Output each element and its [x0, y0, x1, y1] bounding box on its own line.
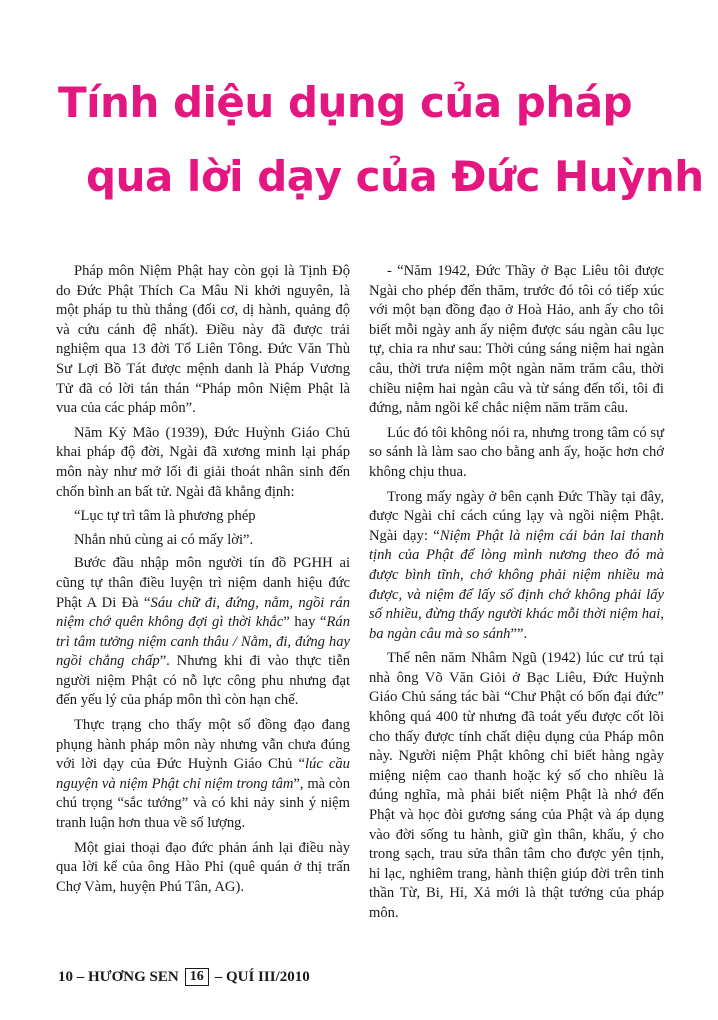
body-paragraph — [56, 424, 350, 502]
text-run: Lúc đó tôi không nói ra, nhưng trong tâm có sự so sánh là làm sao cho bằng anh ấy, hoặc hơn chớ không chịu thua. — [369, 424, 664, 480]
text-run: Bước đầu nhập môn người tín đồ PGHH ai cũng tự thân điều luyện trì niệm danh hiệu đức Phật A Di Đà “ — [56, 555, 350, 611]
text-run: “Lục tự trì tâm là phương phép — [74, 508, 256, 525]
body-paragraph — [369, 424, 664, 483]
text-run: ””. — [510, 625, 528, 642]
body-paragraph — [56, 554, 350, 711]
text-run: Thế nên năm Nhâm Ngũ (1942) lúc cư trú tại nhà ông Võ Văn Giỏi ở Bạc Liêu, Đức Huỳnh Giáo Chủ sáng tác bài “Chư Phật có bốn đại đức” không quá 400 từ nhưng đã toát yếu được cốt lõi cho thấy được tính chất diệu dụng của Pháp môn này. Người niệm Phật không chỉ biết hàng ngày miệng niệm cao thanh hoặc ký số cho nhiều là đúng nghĩa, mà phải biết niệm Phật là nhớ đến Phật và học đòi gương sáng của Phật và áp dụng vào đời sống tu hành, giữ gìn thân, khẩu, ý cho trong sạch, trau sửa thân tâm cho được yên tịnh, hỉ lạc, nghiêm trang, hành thiện giúp đời trên tinh thần Từ, Bi, Hỉ, Xả mới là thật tướng của pháp môn. — [369, 650, 664, 921]
text-run: ” hay “ — [283, 614, 327, 631]
body-paragraph — [56, 262, 350, 419]
text-run: Trong mấy ngày ở bên cạnh Đức Thầy tại đây, được Ngài chỉ cách cúng lạy và ngồi niệm Phật. Ngài dạy: “ — [369, 488, 664, 544]
body-paragraph — [369, 488, 664, 645]
article-title-line-2: qua lời dạy của Đức Huỳnh — [86, 152, 704, 201]
text-run: ”. Nhưng khi đi vào thực tiễn người niệm Phật có nỗ lực công phu nhưng đạt đến yếu lý của pháp môn thì còn hạn chế. — [56, 653, 350, 709]
text-run: Nhắn nhủ cùng ai có mấy lời”. — [74, 531, 254, 548]
right-column — [369, 262, 664, 929]
text-run: ”, mà còn chú trọng “sắc tướng” và có khi nảy sinh ý niệm tranh luận hơn thua về số lượng. — [56, 775, 350, 832]
poem-line — [56, 531, 350, 551]
footer-period: – QUÍ III/2010 — [214, 968, 310, 985]
body-paragraph — [369, 649, 664, 923]
issue-number-box: 16 — [185, 968, 209, 986]
page-footer — [58, 968, 310, 986]
text-run: Năm Kỷ Mão (1939), Đức Huỳnh Giáo Chủ khai pháp độ đời, Ngài đã xương minh lại pháp môn này như mở lối đi giải thoát nhân sinh đến chốn bình an bất tử. Ngài đã khẳng định: — [56, 424, 350, 500]
footer-page-label: 10 – HƯƠNG SEN — [58, 968, 179, 985]
text-run: - “Năm 1942, Đức Thầy ở Bạc Liêu tôi được Ngài cho phép đến thăm, trước đó tôi có tiếp xúc với một bạn đồng đạo ở Hoà Hảo, anh ấy cho tôi biết mỗi ngày anh ấy niệm được sáu ngàn câu lục tự, chia ra như sau: Thời cúng sáng niệm hai ngàn câu, thời trưa niệm một ngàn năm trăm câu, thời chiều niệm hai ngàn câu và từ sáng đến tối, tôi đi đứng, nằm ngồi kể chắc niệm năm trăm câu. — [369, 263, 664, 417]
body-paragraph — [56, 839, 350, 898]
article-title-line-1: Tính diệu dụng của pháp — [58, 78, 633, 127]
text-run: Thực trạng cho thấy một số đồng đạo đang phụng hành pháp môn này nhưng vẫn chưa đúng với lời dạy của Đức Huỳnh Giáo Chủ “ — [56, 717, 350, 773]
poem-line — [56, 507, 350, 527]
text-run: Pháp môn Niệm Phật hay còn gọi là Tịnh Độ do Đức Phật Thích Ca Mâu Ni khởi nguyên, là một pháp tu thù thắng (đối cơ, dị hành, quảng độ và cứu cánh đệ nhất). Điều này đã được trải nghiệm qua 13 đời Tổ Liên Tông. Đức Văn Thù Sư Lợi Bồ Tát được mệnh danh là Pháp Vương Tử đã có lời tán thán “Pháp môn Niệm Phật là vua của các pháp môn”. — [56, 263, 350, 417]
italic-quote: Rán trì tâm tưởng niệm canh thâu / Nằm, đi, đứng hay ngồi chẳng chấp — [56, 614, 350, 670]
body-paragraph — [369, 262, 664, 419]
text-run: Một giai thoại đạo đức phản ánh lại điều này qua lời kể của ông Hào Phỉ (quê quán ở thị trấn Chợ Vàm, huyện Phú Tân, AG). — [56, 839, 350, 895]
italic-quote: lúc cầu nguyện và niệm Phật chỉ niệm trong tâm — [56, 756, 350, 792]
italic-quote: Niệm Phật là niệm cái bản lai thanh tịnh của Phật để lòng mình nương theo đó mà được bình tĩnh, chớ không phải niệm nhiều mà được, và niệm để lấy số định chớ không phải lấy số nhiều, đừng thấy người khác mỗi thời niệm hai, ba ngàn câu mà so sánh — [369, 527, 664, 642]
body-paragraph — [56, 716, 350, 834]
left-column — [56, 262, 350, 902]
italic-quote: Sáu chữ đi, đứng, nằm, ngồi rán niệm chớ quên không đợi gì thời khắc — [56, 594, 350, 631]
